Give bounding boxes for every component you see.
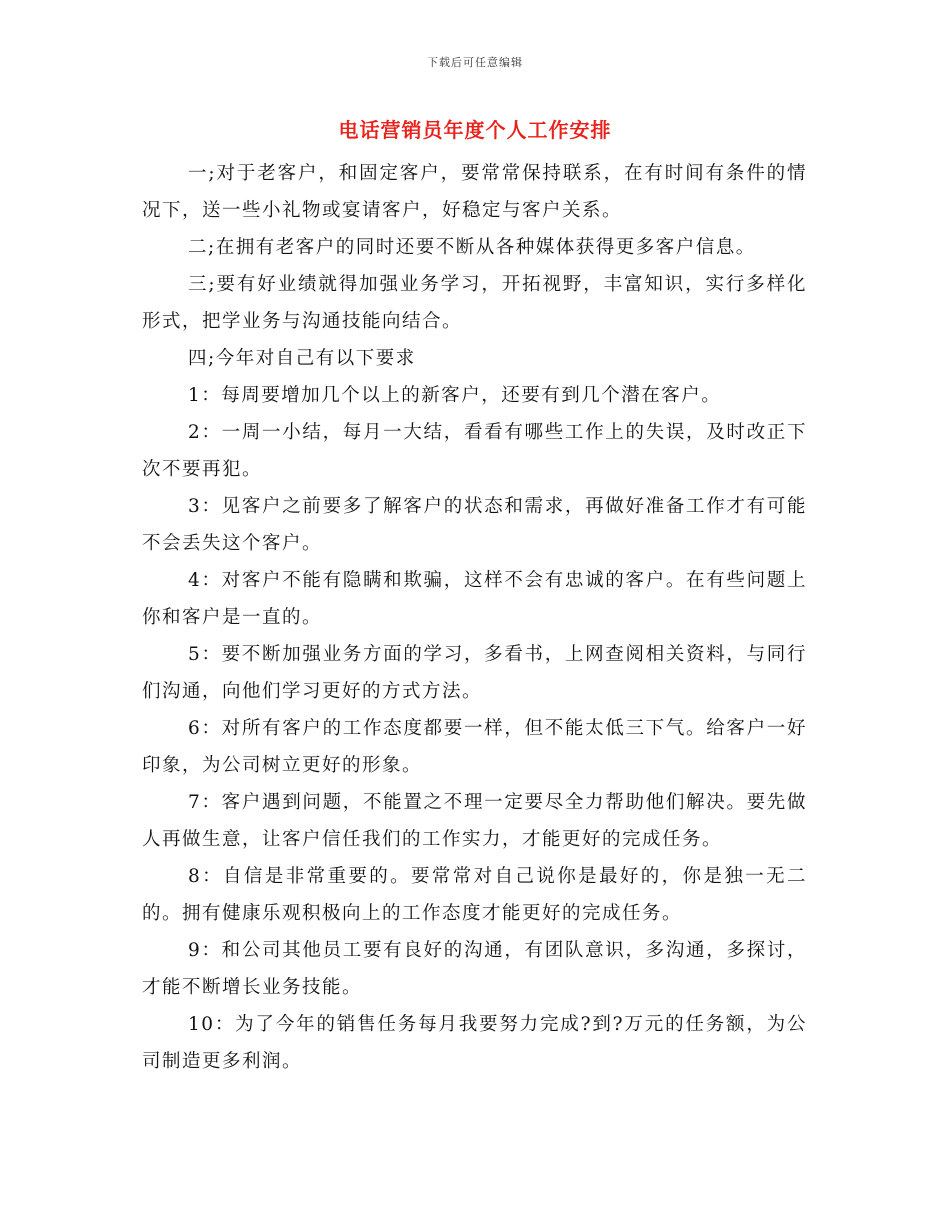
list-item: 3：见客户之前要多了解客户的状态和需求，再做好准备工作才有可能不会丢失这个客户。 (142, 496, 807, 554)
paragraph: 四;今年对自己有以下要求 (188, 348, 416, 369)
list-item: 10：为了今年的销售任务每月我要努力完成?到?万元的任务额，为公司制造更多利润。 (142, 1014, 807, 1072)
list-item: 4：对客户不能有隐瞒和欺骗，这样不会有忠诚的客户。在有些问题上你和客户是一直的。 (142, 570, 807, 628)
list-item: 5：要不断加强业务方面的学习，多看书，上网查阅相关资料，与同行们沟通，向他们学习更好的方式方法。 (142, 644, 807, 702)
paragraph: 三;要有好业绩就得加强业务学习，开拓视野，丰富知识，实行多样化形式，把学业务与沟通技能向结合。 (142, 274, 807, 332)
document-body (142, 155, 807, 1080)
list-item: 2：一周一小结，每月一大结，看看有哪些工作上的失误，及时改正下次不要再犯。 (142, 422, 807, 480)
list-item: 7：客户遇到问题，不能置之不理一定要尽全力帮助他们解决。要先做人再做生意，让客户信任我们的工作实力，才能更好的完成任务。 (142, 792, 807, 850)
list-item: 6：对所有客户的工作态度都要一样，但不能太低三下气。给客户一好印象，为公司树立更好的形象。 (142, 718, 807, 776)
document-title: 电话营销员年度个人工作安排 (338, 118, 612, 142)
list-item: 9：和公司其他员工要有良好的沟通，有团队意识，多沟通，多探讨，才能不断增长业务技能。 (142, 940, 807, 998)
paragraph: 一;对于老客户，和固定客户，要常常保持联系，在有时间有条件的情况下，送一些小礼物或宴请客户，好稳定与客户关系。 (142, 163, 807, 221)
list-item: 1：每周要增加几个以上的新客户，还要有到几个潜在客户。 (188, 385, 722, 406)
list-item: 8：自信是非常重要的。要常常对自己说你是最好的，你是独一无二的。拥有健康乐观积极向上的工作态度才能更好的完成任务。 (142, 866, 807, 924)
paragraph: 二;在拥有老客户的同时还要不断从各种媒体获得更多客户信息。 (188, 237, 756, 258)
header-note: 下载后可任意编辑 (427, 56, 523, 69)
